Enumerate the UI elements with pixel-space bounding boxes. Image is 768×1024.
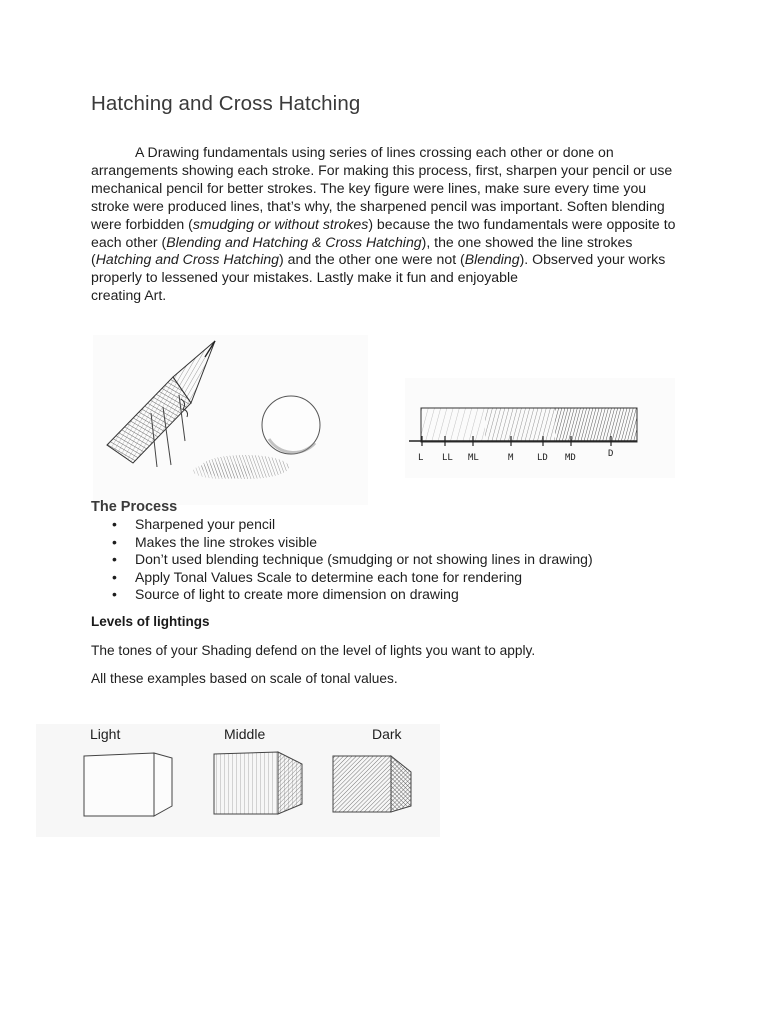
list-item xyxy=(91,551,593,569)
intro-emphasis-3: Hatching and Cross Hatching xyxy=(95,251,280,268)
intro-text-5: ). Observed your works properly to lessened your mistakes. Lastly make it fun and enjoyable xyxy=(91,251,666,286)
bullet-glyph: • xyxy=(112,551,117,567)
bullet-glyph: • xyxy=(112,533,117,550)
list-item xyxy=(91,516,593,534)
tone-label-dark: Dark xyxy=(372,726,402,742)
bullet-glyph: • xyxy=(112,568,117,585)
intro-text-1: A Drawing fundamentals using series of lines crossing each other or done on arrangements showing each stroke. For making this process, first, sharpen your pencil or use mechanical pencil for better strokes. The key figure were lines, make sure every time you stroke were produced lines, that’s why, the sharpened pencil was important. Soften blending were forbidden ( xyxy=(91,144,673,232)
intro-emphasis-1: smudging or without strokes xyxy=(192,215,369,232)
list-item xyxy=(91,586,593,604)
tonal-label-m: M xyxy=(508,453,514,463)
levels-paragraph-1: The tones of your Shading defend on the level of lights you want to apply. xyxy=(91,643,536,658)
intro-text-4: ) and the other one were not ( xyxy=(279,251,465,268)
tone-label-light: Light xyxy=(90,726,121,742)
process-item-text: Source of light to create more dimension on drawing xyxy=(135,586,459,602)
pencil-sphere-sketch xyxy=(93,335,368,505)
intro-text-6: creating Art. xyxy=(91,287,167,304)
intro-emphasis-2: Blending and Hatching & Cross Hatching xyxy=(166,233,422,250)
light-box xyxy=(84,753,172,816)
bullet-glyph: • xyxy=(112,586,117,602)
process-item-text: Makes the line strokes visible xyxy=(135,533,318,550)
tonal-label-ld: LD xyxy=(537,453,548,463)
process-item-text: Sharpened your pencil xyxy=(135,516,276,532)
intro-paragraph xyxy=(91,144,683,305)
tonal-label-ll: LL xyxy=(442,453,453,463)
process-heading: The Process xyxy=(91,499,178,515)
process-item-text: Apply Tonal Values Scale to determine each tone for rendering xyxy=(135,568,523,585)
dark-box xyxy=(333,756,411,812)
bullet-glyph: • xyxy=(112,516,117,532)
document-title: Hatching and Cross Hatching xyxy=(91,92,361,115)
levels-heading: Levels of lightings xyxy=(91,614,210,629)
middle-box xyxy=(214,752,302,814)
levels-paragraph-2: All these examples based on scale of tonal values. xyxy=(91,671,398,686)
tonal-value-scale xyxy=(405,378,675,478)
tonal-label-md: MD xyxy=(565,453,576,463)
intro-emphasis-4: Blending xyxy=(464,251,520,268)
tonal-label-d: D xyxy=(608,449,614,459)
process-list xyxy=(91,516,593,604)
list-item xyxy=(91,534,593,552)
tone-label-middle: Middle xyxy=(224,726,266,742)
tonal-label-l: L xyxy=(418,453,424,463)
tonal-label-ml: ML xyxy=(468,453,479,463)
list-item xyxy=(91,569,593,587)
intro-text-2: ) because the two fundamentals were opposite to each other ( xyxy=(91,215,676,250)
process-item-text: Don’t used blending technique (smudging or not showing lines in drawing) xyxy=(135,551,593,567)
intro-text-3: ), the one showed the line strokes ( xyxy=(91,233,633,268)
